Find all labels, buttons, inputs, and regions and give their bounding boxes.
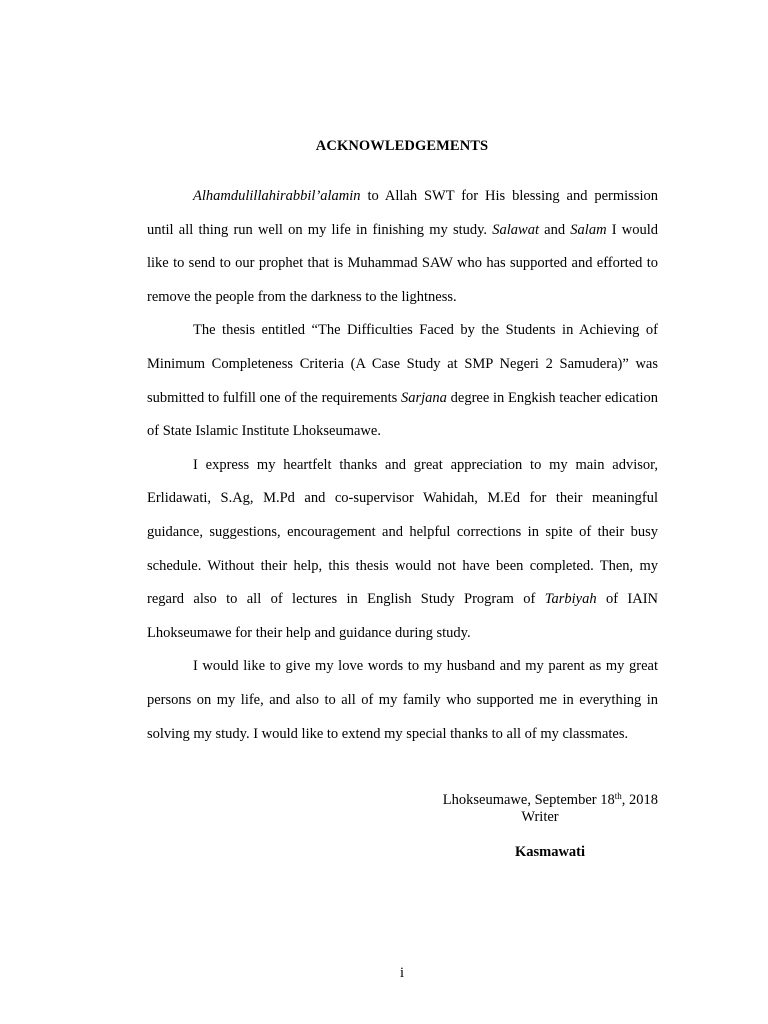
date-prefix: Lhokseumawe, September 18 (442, 792, 615, 808)
date-suffix: , 2018 (621, 792, 658, 808)
text-span: Sarjana (401, 389, 447, 406)
page-number: i (399, 965, 405, 981)
text-span: I would like to give my love words to my husband and my parent as my great persons on my life, and also to all of my family who supported me in everything in solving my study. I would like to extend my special thanks to all of my classmates. (147, 658, 658, 742)
text-span: I express my heartfelt thanks and great appreciation to my main advisor, Erlidawati, S.Ag, M.Pd and co-supervisor Wahidah, M.Ed for their meaningful guidance, suggestions, encouragement and helpful corrections in spite of their busy schedule. Without their help, this thesis would not have been completed. Then, my regard also to all of lectures in English Study Program of (147, 456, 658, 608)
text-span: I would like to send to our prophet that is Muhammad SAW who has supported and efforted to remove the people from the darkness to the lightness. (147, 221, 658, 305)
text-span: degree in Engkish teacher edication of State Islamic Institute Lhokseumawe. (147, 389, 659, 440)
paragraph-3 (147, 449, 658, 651)
text-span: Alhamdulillahirabbil’alamin (193, 188, 361, 204)
text-span: to Allah SWT for His blessing and permission until all thing run well on my life in finishing my study. (147, 188, 658, 238)
text-span: Salam (570, 221, 607, 238)
text-span: Tarbiyah (544, 591, 597, 608)
signature-name: Kasmawati (514, 844, 586, 860)
text-span: of IAIN Lhokseumawe for their help and guidance during study. (147, 591, 658, 641)
paragraph-1 (147, 180, 658, 314)
text-span: The thesis entitled “The Difficulties Faced by the Students in Achieving of Minimum Completeness Criteria (A Case Study at SMP Negeri 2 Samudera)” was submitted to fulfill one of the requirements (147, 322, 658, 406)
paragraph-2 (147, 314, 658, 448)
acknowledgement-body (147, 180, 658, 751)
page-title: ACKNOWLEDGEMENTS (315, 138, 489, 154)
signature-role: Writer (521, 809, 559, 825)
signature-place-date (400, 790, 658, 810)
text-span: Salawat (492, 221, 539, 238)
date-superscript: th (614, 791, 622, 801)
paragraph-4 (147, 650, 658, 751)
text-span: and (538, 221, 571, 238)
